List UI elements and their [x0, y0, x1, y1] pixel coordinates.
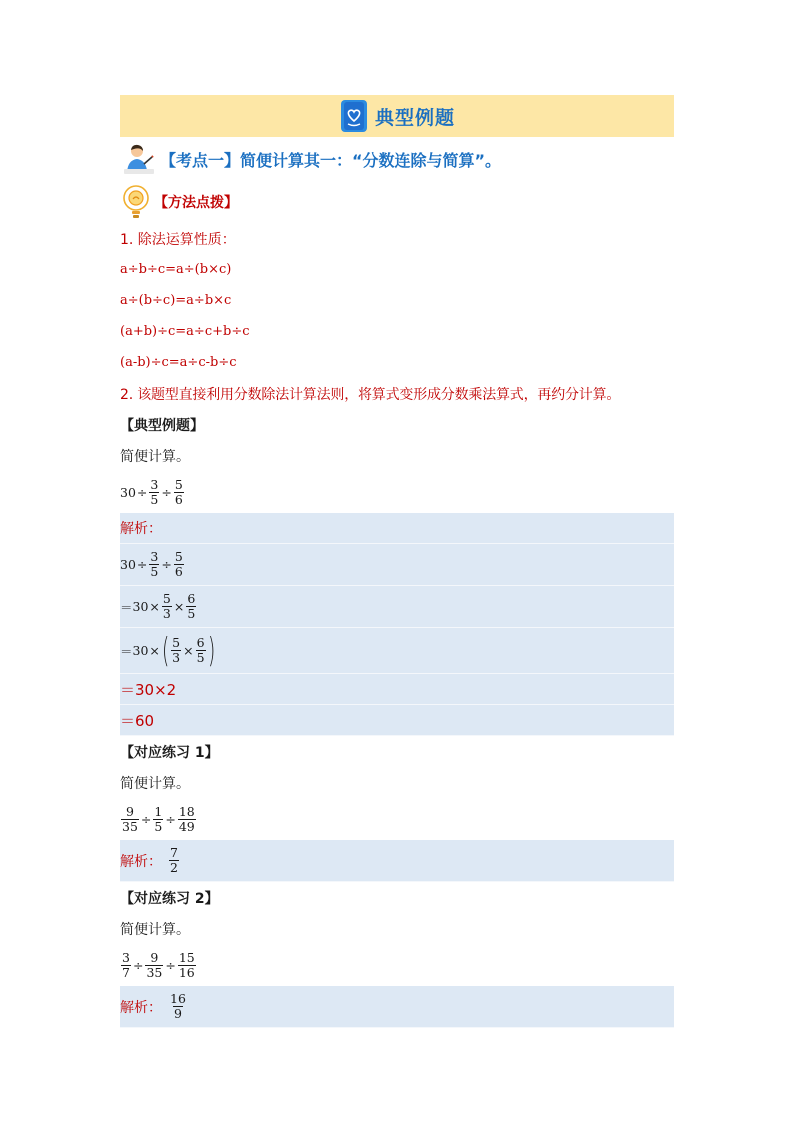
solution-step-2: ＝ 30 × $\frac{5}{3}$ × $\frac{6}{5}$ [120, 586, 674, 628]
practice2-answer: 解析： $\frac{16}{9}$ [120, 986, 674, 1028]
fraction: $\frac{3}{7}$ [122, 949, 130, 980]
rule-formula-2: a÷(b÷c)=a÷b×c [120, 293, 232, 308]
practice2-prompt: 简便计算。 [120, 921, 190, 938]
example-prompt: 简便计算。 [120, 448, 190, 465]
solution-label-row: 解析： [120, 513, 674, 544]
topic-text: 【考点一】简便计算其一：“分数连除与简算”。 [160, 150, 502, 170]
solution-step-5: ＝60 [120, 705, 674, 736]
fraction: $\frac{6}{5}$ [187, 591, 196, 621]
fraction: $\frac{6}{5}$ [196, 635, 205, 665]
fraction: $\frac{5}{6}$ [174, 476, 183, 507]
solution-step-4: ＝30×2 [120, 674, 674, 705]
fraction: $\frac{3}{5}$ [150, 549, 159, 579]
fraction: $\frac{15}{16}$ [178, 949, 195, 980]
example-heading: 【典型例题】 [120, 417, 204, 434]
fraction: $\frac{9}{35}$ [122, 803, 138, 834]
rules-note: 2. 该题型直接利用分数除法计算法则，将算式变形成分数乘法算式，再约分计算。 [120, 386, 621, 403]
book-heart-icon [339, 99, 369, 133]
solution-step-1: 30 ÷ $\frac{3}{5}$ ÷ $\frac{5}{6}$ [120, 544, 674, 586]
fraction: $\frac{5}{3}$ [172, 635, 181, 665]
fraction: $\frac{5}{3}$ [162, 591, 171, 621]
practice1-expression: $\frac{9}{35}$ ÷ $\frac{1}{5}$ ÷ $\frac{18}{49}$ [122, 803, 195, 834]
solution-step-3: ＝ 30 × ( $\frac{5}{3}$ × $\frac{6}{5}$ ) [120, 628, 674, 674]
practice1-heading: 【对应练习 1】 [120, 744, 219, 761]
section-banner [120, 95, 674, 137]
topic-heading [122, 137, 674, 181]
fraction: $\frac{9}{35}$ [146, 949, 163, 980]
example-expression: 30 ÷ $\frac{3}{5}$ ÷ $\frac{5}{6}$ [120, 476, 183, 507]
method-heading [120, 181, 674, 223]
rule-formula-4: (a-b)÷c=a÷c-b÷c [120, 355, 237, 370]
worksheet [120, 95, 674, 1028]
practice1-prompt: 简便计算。 [120, 775, 190, 792]
fraction: $\frac{16}{9}$ [170, 991, 186, 1021]
rule-formula-1: a÷b÷c=a÷(b×c) [120, 262, 232, 277]
method-label: 【方法点拨】 [154, 195, 238, 211]
practice2-expression: $\frac{3}{7}$ ÷ $\frac{9}{35}$ ÷ $\frac{15}{16}$ [122, 949, 195, 980]
fraction: $\frac{1}{5}$ [154, 803, 163, 834]
fraction: $\frac{5}{6}$ [174, 549, 183, 579]
fraction: $\frac{7}{2}$ [170, 845, 178, 875]
rule-formula-3: (a+b)÷c=a÷c+b÷c [120, 324, 250, 339]
practice2-heading: 【对应练习 2】 [120, 890, 219, 907]
fraction: $\frac{3}{5}$ [150, 476, 159, 507]
student-writing-icon [122, 142, 156, 176]
banner-title: 典型例题 [374, 106, 455, 129]
lightbulb-icon [120, 184, 152, 220]
rules-heading: 1. 除法运算性质： [120, 231, 236, 248]
practice1-answer: 解析： $\frac{7}{2}$ [120, 840, 674, 882]
fraction: $\frac{18}{49}$ [178, 803, 195, 834]
